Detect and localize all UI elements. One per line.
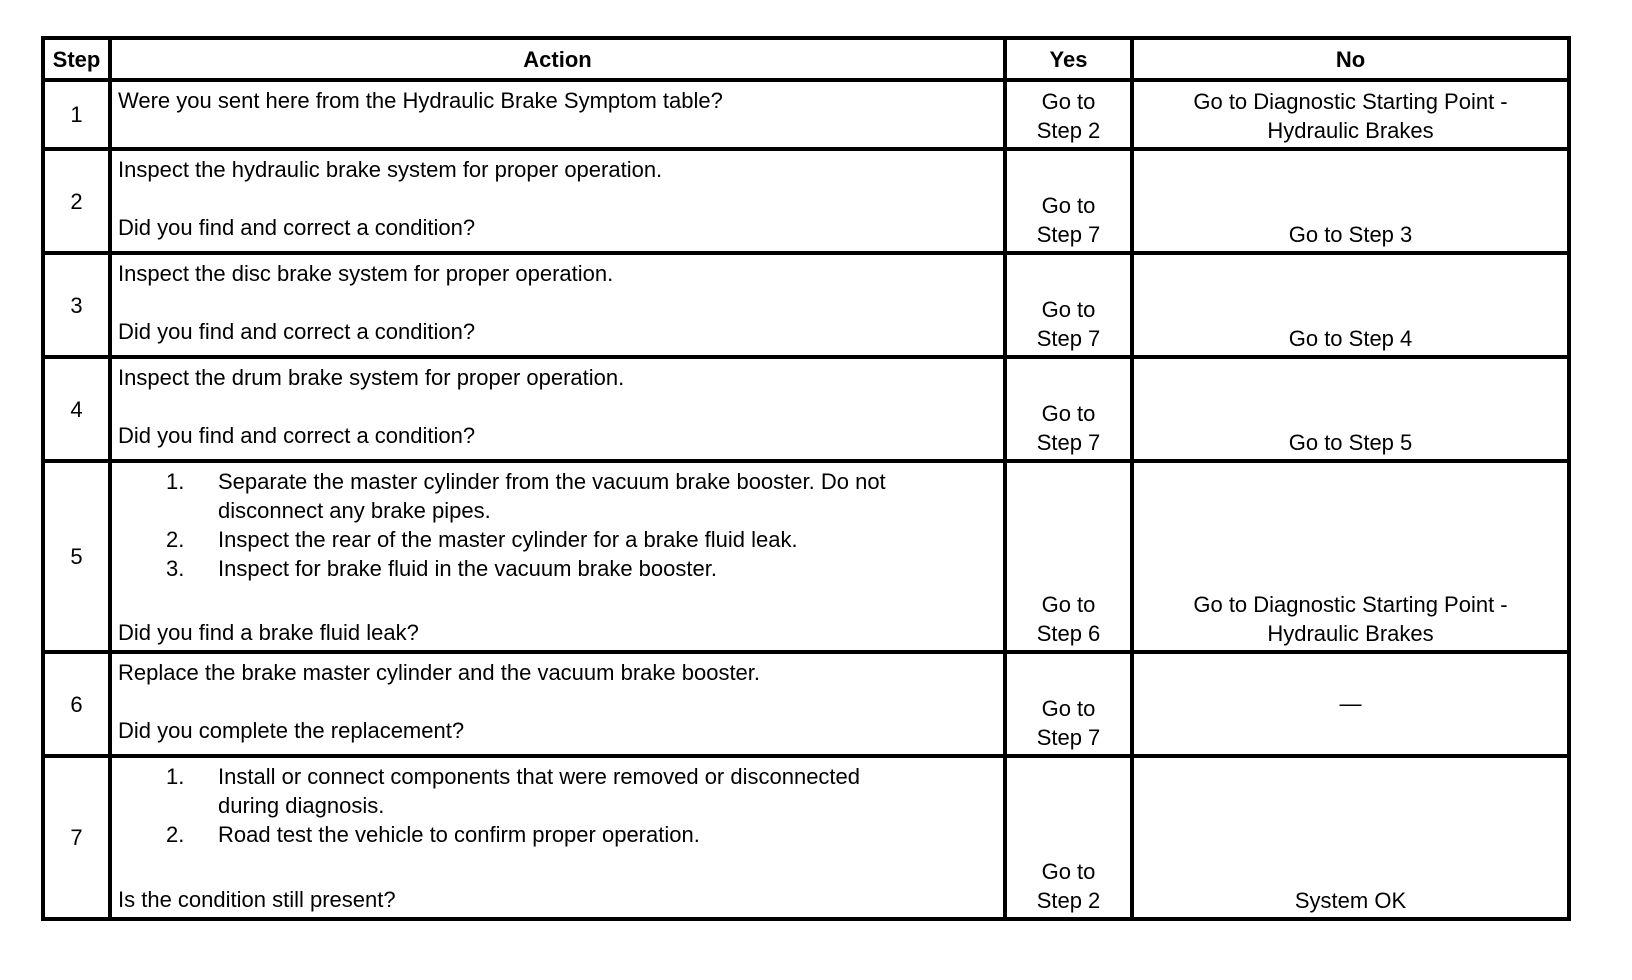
no-cell (1132, 756, 1569, 919)
action-cell (110, 652, 1005, 756)
table-row-step-6 (43, 652, 1569, 756)
list-item-text-cont: disconnect any brake pipes. (218, 498, 491, 523)
list-item (166, 820, 997, 849)
action-intro: Inspect the drum brake system for proper operation. (118, 365, 625, 390)
yes-line-1: Go to (1041, 592, 1096, 617)
diagnostic-table (41, 36, 1571, 921)
action-list (118, 467, 997, 583)
action-list (118, 762, 997, 849)
header-no: No (1132, 38, 1569, 80)
table-row-step-4 (43, 357, 1569, 461)
action-question: Is the condition still present? (118, 887, 396, 912)
yes-line-2: Step 7 (1036, 725, 1101, 750)
list-item-text: Road test the vehicle to confirm proper operation. (218, 822, 700, 847)
list-item-text: Install or connect components that were removed or disconnected (218, 764, 861, 789)
step-number: 5 (43, 461, 110, 652)
yes-line-2: Step 7 (1036, 430, 1101, 455)
no-line-1: System OK (1294, 888, 1407, 913)
action-question: Did you find and correct a condition? (118, 319, 476, 344)
header-action: Action (110, 38, 1005, 80)
action-question: Did you complete the replacement? (118, 718, 465, 743)
yes-line-2: Step 7 (1036, 326, 1101, 351)
list-item-number: 3. (166, 556, 185, 581)
yes-line-1: Go to (1041, 859, 1096, 884)
action-cell (110, 756, 1005, 919)
yes-line-2: Step 2 (1036, 118, 1101, 143)
table-row-step-2 (43, 149, 1569, 253)
no-line-1: Go to Diagnostic Starting Point - (1193, 592, 1508, 617)
action-intro: Inspect the hydraulic brake system for proper operation. (118, 157, 663, 182)
header-step: Step (43, 38, 110, 80)
action-question: Did you find a brake fluid leak? (118, 620, 419, 645)
action-cell (110, 253, 1005, 357)
action-intro: Were you sent here from the Hydraulic Brake Symptom table? (118, 88, 723, 113)
table-row-step-1 (43, 80, 1569, 149)
list-item-number: 2. (166, 822, 185, 847)
no-line-2: Hydraulic Brakes (1267, 118, 1434, 143)
yes-cell (1005, 461, 1132, 652)
step-number: 6 (43, 652, 110, 756)
yes-line-1: Go to (1041, 193, 1096, 218)
no-cell (1132, 80, 1569, 149)
step-number: 1 (43, 80, 110, 149)
yes-cell (1005, 756, 1132, 919)
yes-cell (1005, 357, 1132, 461)
table-row-step-7 (43, 756, 1569, 919)
no-line-1: Go to Step 4 (1288, 326, 1413, 351)
no-line-1: Go to Diagnostic Starting Point - (1193, 89, 1508, 114)
no-line-1: Go to Step 3 (1288, 222, 1413, 247)
yes-cell (1005, 253, 1132, 357)
yes-line-2: Step 7 (1036, 222, 1101, 247)
yes-cell (1005, 149, 1132, 253)
list-item (166, 467, 997, 525)
list-item-text: Inspect the rear of the master cylinder for a brake fluid leak. (218, 527, 798, 552)
yes-line-1: Go to (1041, 696, 1096, 721)
no-cell (1132, 652, 1569, 756)
action-cell (110, 80, 1005, 149)
no-line-1: Go to Step 5 (1288, 430, 1413, 455)
list-item-number: 1. (166, 469, 185, 494)
action-cell (110, 461, 1005, 652)
list-item (166, 762, 997, 820)
no-cell (1132, 461, 1569, 652)
yes-line-2: Step 2 (1036, 888, 1101, 913)
yes-line-1: Go to (1041, 89, 1096, 114)
yes-line-1: Go to (1041, 297, 1096, 322)
list-item-number: 1. (166, 764, 185, 789)
yes-cell (1005, 80, 1132, 149)
no-line-2: Hydraulic Brakes (1267, 621, 1434, 646)
list-item (166, 554, 997, 583)
no-dash: — (1339, 690, 1362, 716)
step-number: 2 (43, 149, 110, 253)
step-number: 7 (43, 756, 110, 919)
action-cell (110, 357, 1005, 461)
step-number: 3 (43, 253, 110, 357)
header-yes: Yes (1005, 38, 1132, 80)
table-row-step-3 (43, 253, 1569, 357)
yes-line-1: Go to (1041, 401, 1096, 426)
list-item-text: Separate the master cylinder from the vacuum brake booster. Do not (218, 469, 886, 494)
list-item (166, 525, 997, 554)
list-item-text-cont: during diagnosis. (218, 793, 385, 818)
yes-line-2: Step 6 (1036, 621, 1101, 646)
no-cell (1132, 357, 1569, 461)
step-number: 4 (43, 357, 110, 461)
action-question: Did you find and correct a condition? (118, 215, 476, 240)
no-cell (1132, 253, 1569, 357)
yes-cell (1005, 652, 1132, 756)
table-row-step-5 (43, 461, 1569, 652)
no-cell (1132, 149, 1569, 253)
action-cell (110, 149, 1005, 253)
action-intro: Replace the brake master cylinder and the vacuum brake booster. (118, 660, 761, 685)
list-item-number: 2. (166, 527, 185, 552)
list-item-text: Inspect for brake fluid in the vacuum brake booster. (218, 556, 717, 581)
action-question: Did you find and correct a condition? (118, 423, 476, 448)
header-row (43, 38, 1569, 80)
action-intro: Inspect the disc brake system for proper operation. (118, 261, 614, 286)
